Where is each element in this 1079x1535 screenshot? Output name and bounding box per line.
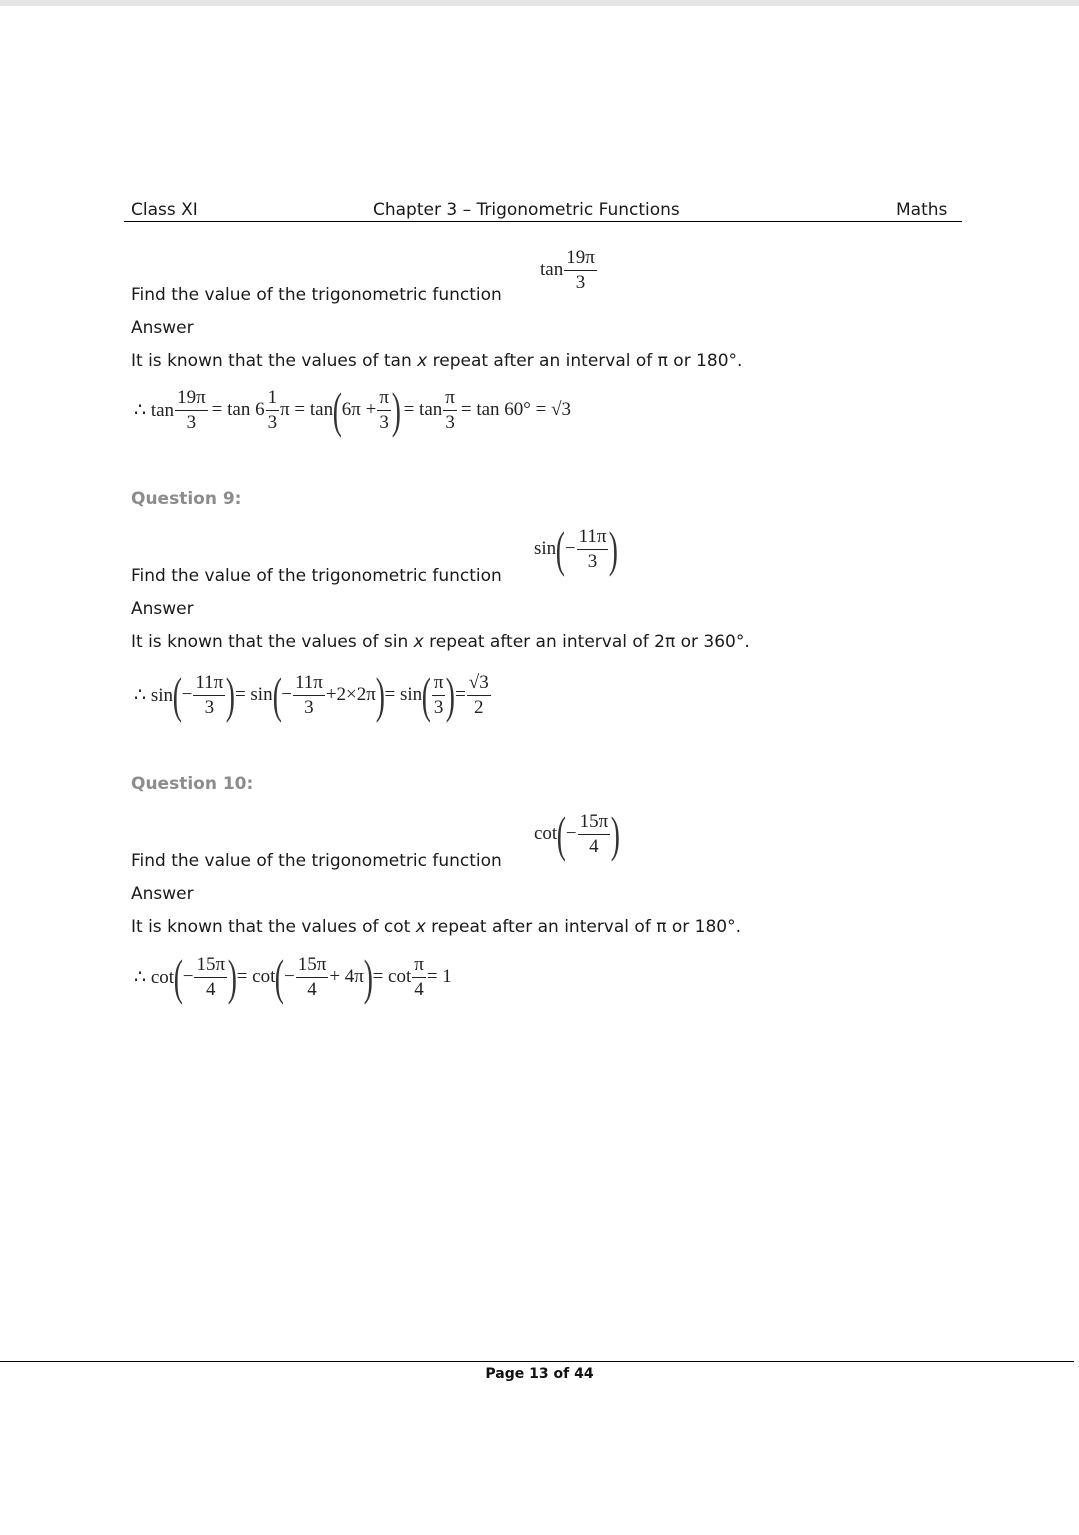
q9-sol-eq3: = <box>455 684 466 705</box>
q9-sol-lparen3: ( <box>421 667 432 723</box>
q10-expr-fraction <box>578 812 611 857</box>
q8-sol-frac2 <box>266 388 280 433</box>
q10-sol-rparen2: ) <box>363 949 373 1005</box>
q8-sol-frac4 <box>443 388 457 433</box>
q9-text-after: repeat after an interval of 2π or 360°. <box>423 632 750 652</box>
q9-sol-frac2-den: 3 <box>304 696 314 718</box>
q9-sol-frac3 <box>432 673 446 718</box>
q8-prompt: Find the value of the trigonometric function <box>131 285 502 305</box>
q10-expr-den: 4 <box>589 835 599 857</box>
q9-expression <box>534 521 619 577</box>
q10-sol-plus: + 4π <box>329 966 364 987</box>
q10-expression <box>534 806 621 862</box>
q10-expr-rparen: ) <box>610 806 621 862</box>
q8-sol-eq1: = tan 6 <box>211 399 265 420</box>
q10-sol-frac1-num: 15π <box>194 955 227 978</box>
q10-sol-rparen1: ) <box>227 949 237 1005</box>
q9-expr-fn: sin <box>534 538 557 559</box>
q10-text-var: x <box>415 917 426 937</box>
q10-sol-eq2: = cot <box>372 966 412 987</box>
q9-expr-num: 11π <box>577 527 609 550</box>
q10-sol-frac1 <box>194 955 227 1000</box>
q9-sol-rparen2: ) <box>375 667 385 723</box>
q9-solution <box>134 667 492 723</box>
q8-sol-frac2-num: 1 <box>266 388 280 411</box>
q8-explanation <box>131 351 742 371</box>
q10-sol-frac2-den: 4 <box>307 978 317 1000</box>
q8-sol-frac4-den: 3 <box>445 411 455 433</box>
q8-sol-frac2-den: 3 <box>267 411 278 433</box>
q8-sol-pi-eq: π = tan <box>280 399 334 420</box>
q8-expression <box>540 248 598 293</box>
q10-text-after: repeat after an interval of π or 180°. <box>425 917 741 937</box>
q9-sol-frac3-num: π <box>432 673 446 696</box>
q9-sol-frac4-den: 2 <box>474 696 484 718</box>
q10-solution <box>134 949 452 1005</box>
q9-expr-neg: − <box>564 538 576 559</box>
q9-sol-rparen3: ) <box>446 667 456 723</box>
q9-explanation <box>131 632 750 652</box>
q9-expr-fraction <box>577 527 609 572</box>
q8-expr-den: 3 <box>575 271 586 293</box>
q8-sol-frac3-den: 3 <box>379 411 389 433</box>
q9-sol-frac1-num: 11π <box>193 673 225 696</box>
q10-prompt: Find the value of the trigonometric function <box>131 851 502 871</box>
q8-sol-frac3-num: π <box>377 388 391 411</box>
q10-sol-frac2-num: 15π <box>296 955 329 978</box>
top-band <box>0 0 1079 6</box>
q10-expr-num: 15π <box>578 812 611 835</box>
q10-sol-therefore: ∴ cot <box>134 966 175 988</box>
q10-sol-tail: = 1 <box>426 966 452 987</box>
q8-sol-lparen: ( <box>332 382 343 438</box>
q8-sol-therefore: ∴ tan <box>134 399 175 421</box>
q9-sol-plus: +2×2π <box>325 684 376 705</box>
q9-expr-rparen: ) <box>609 521 619 577</box>
q9-sol-neg2: − <box>281 684 292 705</box>
q9-sol-frac2 <box>293 673 325 718</box>
q8-text-before: It is known that the values of tan <box>131 351 418 371</box>
q10-sol-frac3 <box>412 955 426 1000</box>
q9-sol-frac4 <box>467 673 491 718</box>
q10-sol-frac3-den: 4 <box>414 978 424 1000</box>
page-number: Page 13 of 44 <box>485 1366 594 1382</box>
q8-sol-inner: 6π + <box>341 399 377 420</box>
q9-answer-label: Answer <box>131 599 194 619</box>
q8-text-after: repeat after an interval of π or 180°. <box>427 351 743 371</box>
q8-answer-label: Answer <box>131 318 194 338</box>
q9-expr-lparen: ( <box>555 521 566 577</box>
q10-expr-fn: cot <box>534 823 558 844</box>
q9-text-var: x <box>413 632 424 652</box>
q9-expr-den: 3 <box>587 550 598 572</box>
q9-sol-frac1 <box>193 673 225 718</box>
q8-expr-num: 19π <box>564 248 597 271</box>
q9-sol-frac4-num: √3 <box>467 673 491 696</box>
q9-sol-frac1-den: 3 <box>204 696 215 718</box>
q10-sol-lparen1: ( <box>173 949 183 1005</box>
q9-sol-neg1: − <box>181 684 193 705</box>
q8-sol-tail: = tan 60° = √3 <box>460 399 572 420</box>
q8-sol-frac1 <box>175 388 208 433</box>
q10-explanation <box>131 917 741 937</box>
q9-sol-eq1: = sin <box>234 684 273 705</box>
q9-sol-eq2: = sin <box>384 684 423 705</box>
q9-prompt: Find the value of the trigonometric function <box>131 566 502 586</box>
q10-title: Question 10: <box>131 774 254 794</box>
q9-sol-lparen2: ( <box>272 667 282 723</box>
q9-text-before: It is known that the values of sin <box>131 632 414 652</box>
q10-sol-frac3-num: π <box>412 955 426 978</box>
q8-text-var: x <box>417 351 428 371</box>
q10-sol-frac1-den: 4 <box>205 978 216 1000</box>
q8-sol-eq2: = tan <box>403 399 443 420</box>
q10-sol-neg2: − <box>284 966 295 987</box>
q10-text-before: It is known that the values of cot <box>131 917 416 937</box>
q10-expr-neg: − <box>565 823 577 844</box>
q9-sol-lparen1: ( <box>172 667 182 723</box>
q9-sol-therefore: ∴ sin <box>134 684 174 706</box>
q10-sol-frac2 <box>296 955 329 1000</box>
q10-expr-lparen: ( <box>556 806 567 862</box>
q10-sol-eq1: = cot <box>236 966 276 987</box>
q8-sol-rparen: ) <box>391 382 401 438</box>
q8-solution <box>134 382 572 438</box>
header-chapter: Chapter 3 – Trigonometric Functions <box>373 200 680 220</box>
header-subject: Maths <box>896 200 948 220</box>
q8-expr-fn: tan <box>540 259 564 281</box>
q8-sol-frac4-num: π <box>443 388 457 411</box>
footer-rule <box>0 1361 1074 1362</box>
q9-title: Question 9: <box>131 489 242 509</box>
header-class: Class XI <box>131 200 198 220</box>
header-rule <box>124 221 962 222</box>
q8-sol-frac1-num: 19π <box>175 388 208 411</box>
q10-answer-label: Answer <box>131 884 194 904</box>
q8-expr-fraction <box>564 248 597 293</box>
q10-sol-lparen2: ( <box>275 949 285 1005</box>
q8-sol-frac1-den: 3 <box>186 411 197 433</box>
q8-sol-frac3 <box>377 388 391 433</box>
q9-sol-frac3-den: 3 <box>433 696 444 718</box>
q9-sol-rparen1: ) <box>226 667 236 723</box>
q10-sol-neg1: − <box>182 966 194 987</box>
q9-sol-frac2-num: 11π <box>293 673 325 696</box>
